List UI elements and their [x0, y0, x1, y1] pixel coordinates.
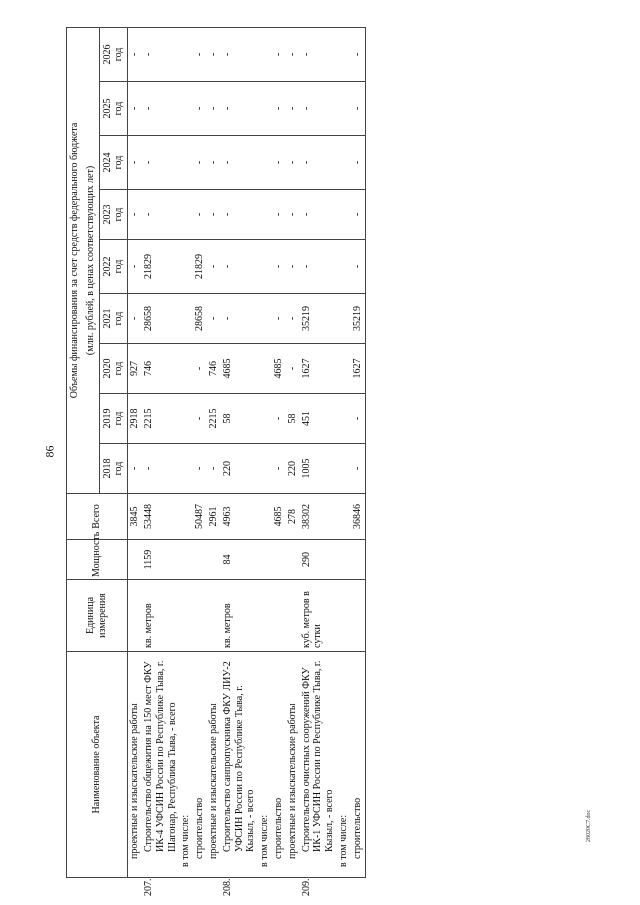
header-year-value: 2018 [101, 458, 113, 479]
year-value-cell: - [351, 444, 365, 494]
year-value-cell: - [272, 444, 286, 494]
object-name: строительство [272, 797, 284, 859]
header-funding-subtitle: (млн. рублей, в ценах соответствующих лет) [83, 27, 99, 493]
year-value-cell: - [286, 344, 300, 394]
year-value-cell [179, 394, 193, 444]
object-name-cell [286, 652, 300, 878]
year-value-cell: - [221, 27, 258, 81]
year-value-cell: - [142, 136, 179, 190]
unit-cell [193, 580, 207, 652]
year-value-cell [337, 82, 351, 136]
year-value-cell: - [351, 394, 365, 444]
capacity-cell [193, 540, 207, 580]
year-value-cell: - [300, 136, 337, 190]
object-name: проектные и изыскательские работы [207, 703, 219, 859]
year-value-cell: - [142, 444, 179, 494]
year-value-cell: - [207, 444, 221, 494]
year-value-cell: - [128, 294, 142, 344]
year-value-cell: 1005 [300, 444, 337, 494]
year-value-cell: 2918 [128, 394, 142, 444]
header-year-2 [99, 344, 128, 394]
year-value-cell: - [286, 240, 300, 294]
year-value-cell: 1627 [300, 344, 337, 394]
unit-cell [272, 580, 286, 652]
year-value-cell: - [221, 82, 258, 136]
header-year-value: 2024 [101, 152, 113, 173]
year-value-cell: - [272, 394, 286, 444]
year-value-cell: - [300, 27, 337, 81]
object-name: в том числе: [180, 814, 192, 867]
year-value-cell: 220 [221, 444, 258, 494]
rotated-table-container [66, 28, 576, 896]
year-value-cell [258, 394, 272, 444]
header-year-6 [99, 136, 128, 190]
table-row [258, 27, 272, 877]
header-unit: Единица измерения [67, 580, 128, 652]
year-value-cell: 35219 [300, 294, 337, 344]
capacity-cell [179, 540, 193, 580]
table-row [351, 27, 365, 877]
header-year-value: 2020 [101, 358, 113, 379]
total-cell: 50487 [193, 494, 207, 540]
year-value-cell: - [207, 82, 221, 136]
year-value-cell: 28658 [193, 294, 207, 344]
header-year-value: 2021 [101, 308, 113, 329]
object-name: Строительство очистных сооружений ФКУ ИК-1 УФСИН России по Республике Тыва, г. Кызыл, - всего [300, 660, 336, 852]
header-year-1 [99, 394, 128, 444]
object-name: в том числе: [259, 814, 271, 867]
header-year-suffix: год [113, 361, 125, 376]
year-value-cell: - [221, 240, 258, 294]
capacity-cell [258, 540, 272, 580]
year-value-cell: 2215 [142, 394, 179, 444]
capacity-cell [207, 540, 221, 580]
year-value-cell: 927 [128, 344, 142, 394]
table-row [128, 27, 142, 877]
year-value-cell [337, 240, 351, 294]
year-value-cell [258, 444, 272, 494]
table-row [300, 27, 337, 877]
object-name: Строительство общежития на 150 мест ФКУ ИК-4 УФСИН России по Республике Тыва, г. Шагонар, Республика Тыва, - всего [142, 660, 178, 852]
total-cell: 2961 [207, 494, 221, 540]
object-number: 208. [221, 878, 233, 896]
object-name: строительство [194, 797, 206, 859]
year-value-cell: - [207, 190, 221, 240]
year-value-cell: - [221, 190, 258, 240]
capacity-cell [272, 540, 286, 580]
year-value-cell: - [272, 27, 286, 81]
header-year-suffix: год [113, 207, 125, 222]
capacity-cell: 84 [221, 540, 258, 580]
year-value-cell: 1627 [351, 344, 365, 394]
table-row [337, 27, 351, 877]
header-total: Всего [67, 494, 128, 540]
table-row [221, 27, 258, 877]
total-cell [337, 494, 351, 540]
object-name-cell [300, 652, 337, 896]
year-value-cell [179, 190, 193, 240]
header-year-0 [99, 444, 128, 494]
table-row [207, 27, 221, 877]
object-name-cell [179, 652, 193, 878]
year-value-cell [258, 344, 272, 394]
header-year-5 [99, 190, 128, 240]
header-year-suffix: год [113, 411, 125, 426]
year-value-cell [258, 82, 272, 136]
year-value-cell [179, 294, 193, 344]
year-value-cell: - [272, 294, 286, 344]
year-value-cell: 28658 [142, 294, 179, 344]
header-year-value: 2022 [101, 256, 113, 277]
year-value-cell: - [286, 190, 300, 240]
capacity-cell [337, 540, 351, 580]
year-value-cell: - [207, 27, 221, 81]
year-value-cell: - [193, 82, 207, 136]
year-value-cell: - [193, 444, 207, 494]
year-value-cell: - [193, 136, 207, 190]
header-year-suffix: год [113, 155, 125, 170]
table-row [193, 27, 207, 877]
year-value-cell: 451 [300, 394, 337, 444]
object-name-cell [351, 652, 365, 878]
year-value-cell: - [128, 136, 142, 190]
year-value-cell: - [221, 294, 258, 344]
object-name-cell [207, 652, 221, 878]
year-value-cell: 220 [286, 444, 300, 494]
year-value-cell [337, 344, 351, 394]
object-name: строительство [351, 797, 363, 859]
table-row [272, 27, 286, 877]
year-value-cell [258, 136, 272, 190]
header-funding-title: Объемы финансирования за счет средств федерального бюджета [67, 27, 83, 493]
header-year-suffix: год [113, 461, 125, 476]
year-value-cell: 35219 [351, 294, 365, 344]
object-name-cell [258, 652, 272, 878]
header-year-8 [99, 27, 128, 81]
year-value-cell: 58 [286, 394, 300, 444]
total-cell: 3845 [128, 494, 142, 540]
table-body [128, 27, 365, 896]
object-name-cell [193, 652, 207, 878]
header-year-3 [99, 294, 128, 344]
year-value-cell: - [300, 240, 337, 294]
year-value-cell: - [286, 27, 300, 81]
year-value-cell: - [142, 190, 179, 240]
unit-cell [207, 580, 221, 652]
total-cell: 278 [286, 494, 300, 540]
object-name-cell [337, 652, 351, 878]
year-value-cell: - [193, 344, 207, 394]
year-value-cell [179, 82, 193, 136]
year-value-cell [179, 344, 193, 394]
header-capacity: Мощность [67, 540, 128, 580]
year-value-cell: - [128, 240, 142, 294]
year-value-cell [258, 294, 272, 344]
unit-cell: кв. метров [221, 580, 258, 652]
unit-cell: кв. метров [142, 580, 179, 652]
year-value-cell: - [351, 136, 365, 190]
year-value-cell: - [128, 27, 142, 81]
object-name-cell [272, 652, 286, 878]
header-year-value: 2019 [101, 408, 113, 429]
object-name: Строительство санпропускника ФКУ ЛИУ-2 УФСИН России по Республике Тыва, г. Кызыл, - всего [221, 661, 257, 852]
year-value-cell: - [351, 240, 365, 294]
year-value-cell: - [128, 190, 142, 240]
year-value-cell: 4685 [221, 344, 258, 394]
object-name: проектные и изыскательские работы [129, 703, 141, 859]
table-row [179, 27, 193, 877]
object-name-cell [142, 652, 179, 896]
total-cell: 38302 [300, 494, 337, 540]
year-value-cell [258, 190, 272, 240]
object-name: проектные и изыскательские работы [286, 703, 298, 859]
year-value-cell: - [272, 190, 286, 240]
object-name-cell [221, 652, 258, 896]
capacity-cell [351, 540, 365, 580]
total-cell [179, 494, 193, 540]
year-value-cell: - [142, 27, 179, 81]
total-cell [258, 494, 272, 540]
table-header [67, 27, 128, 877]
year-value-cell: 4685 [272, 344, 286, 394]
unit-cell [128, 580, 142, 652]
year-value-cell [337, 444, 351, 494]
year-value-cell: - [272, 82, 286, 136]
capacity-cell: 290 [300, 540, 337, 580]
year-value-cell: - [300, 190, 337, 240]
total-cell: 36846 [351, 494, 365, 540]
header-year-value: 2026 [101, 44, 113, 65]
year-value-cell: - [207, 240, 221, 294]
header-year-value: 2025 [101, 98, 113, 119]
header-year-suffix: год [113, 259, 125, 274]
year-value-cell [337, 136, 351, 190]
year-value-cell: - [193, 27, 207, 81]
unit-cell [351, 580, 365, 652]
year-value-cell: - [128, 444, 142, 494]
year-value-cell: - [128, 82, 142, 136]
year-value-cell: 21829 [142, 240, 179, 294]
capacity-cell: 1159 [142, 540, 179, 580]
year-value-cell: - [207, 136, 221, 190]
year-value-cell: - [272, 240, 286, 294]
year-value-cell: - [142, 82, 179, 136]
year-value-cell: - [286, 82, 300, 136]
page-number: 86 [42, 445, 57, 458]
year-value-cell: - [300, 82, 337, 136]
year-value-cell: - [286, 136, 300, 190]
year-value-cell: - [193, 394, 207, 444]
header-year-suffix: год [113, 311, 125, 326]
capacity-cell [286, 540, 300, 580]
table-row [142, 27, 179, 877]
year-value-cell: - [351, 27, 365, 81]
year-value-cell [258, 27, 272, 81]
year-value-cell: 58 [221, 394, 258, 444]
year-value-cell: 746 [142, 344, 179, 394]
funding-table [66, 27, 366, 896]
year-value-cell [337, 294, 351, 344]
year-value-cell: - [272, 136, 286, 190]
year-value-cell: 21829 [193, 240, 207, 294]
unit-cell [286, 580, 300, 652]
object-number: 209. [300, 878, 312, 896]
year-value-cell: - [207, 294, 221, 344]
total-cell: 53448 [142, 494, 179, 540]
object-name-cell [128, 652, 142, 878]
header-year-value: 2023 [101, 204, 113, 225]
year-value-cell [337, 190, 351, 240]
table-row [286, 27, 300, 877]
total-cell: 4963 [221, 494, 258, 540]
year-value-cell [179, 136, 193, 190]
year-value-cell [179, 240, 193, 294]
capacity-cell [128, 540, 142, 580]
year-value-cell [337, 27, 351, 81]
year-value-cell [179, 444, 193, 494]
unit-cell: куб. метров в сутки [300, 580, 337, 652]
header-year-suffix: год [113, 101, 125, 116]
year-value-cell: - [351, 190, 365, 240]
object-name: в том числе: [337, 814, 349, 867]
total-cell: 4685 [272, 494, 286, 540]
year-value-cell [258, 240, 272, 294]
unit-cell [179, 580, 193, 652]
year-value-cell [337, 394, 351, 444]
year-value-cell: - [221, 136, 258, 190]
year-value-cell: 746 [207, 344, 221, 394]
unit-cell [337, 580, 351, 652]
unit-cell [258, 580, 272, 652]
header-name: Наименование объекта [67, 652, 128, 878]
year-value-cell: - [193, 190, 207, 240]
header-year-4 [99, 240, 128, 294]
year-value-cell: 2215 [207, 394, 221, 444]
year-value-cell: - [286, 294, 300, 344]
year-value-cell [179, 27, 193, 81]
year-value-cell: - [351, 82, 365, 136]
header-year-7 [99, 82, 128, 136]
document-footer: 28020С7.doc [586, 809, 592, 842]
object-number: 207. [142, 878, 154, 896]
header-year-suffix: год [113, 47, 125, 62]
